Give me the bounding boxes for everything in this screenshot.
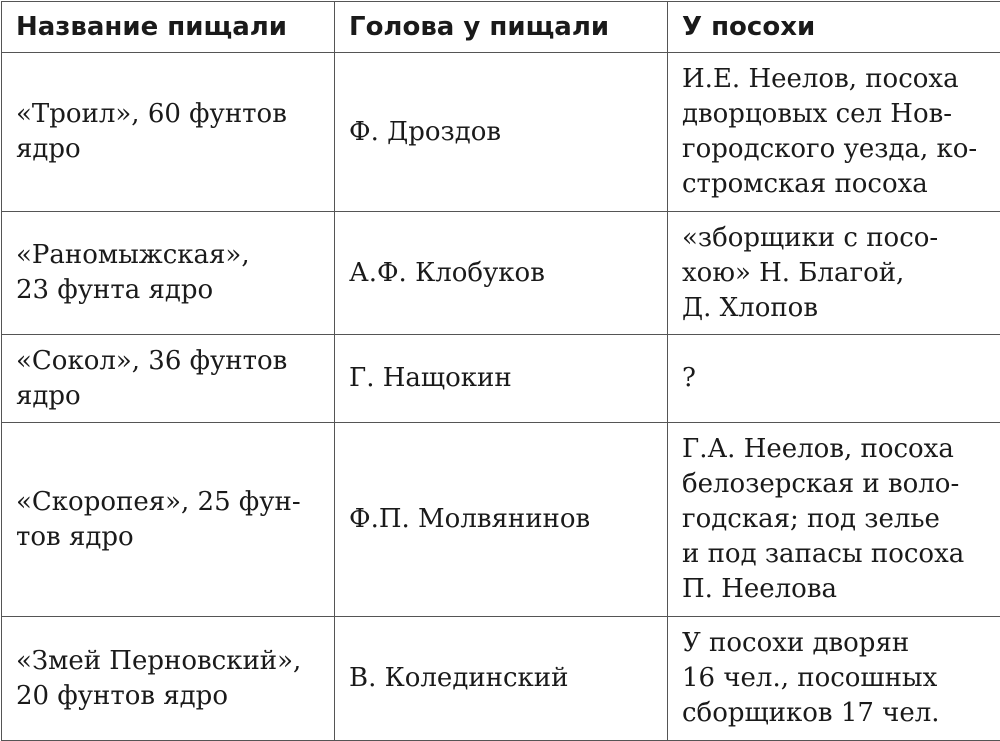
- cell-line: П. Неелова: [682, 572, 991, 607]
- cannons-table: [1, 1, 1000, 741]
- cell-line: «Скоропея», 25 фун-: [16, 485, 320, 520]
- cell-cannon-name: [2, 53, 335, 212]
- cell-line: ядро: [16, 132, 320, 167]
- cell-cannon-head: [335, 423, 668, 617]
- cell-line: У посохи дворян: [682, 626, 991, 661]
- cell-line: городского уезда, ко-: [682, 132, 991, 167]
- cell-cannon-head: [335, 212, 668, 335]
- cell-line: «Раномыжская»,: [16, 238, 320, 273]
- cell-line: «зборщики с посо-: [682, 221, 991, 256]
- cell-cannon-head: [335, 335, 668, 423]
- cell-posokha: [668, 53, 1000, 212]
- cell-line: Г.А. Неелов, посоха: [682, 432, 991, 467]
- cell-line: дворцовых сел Нов-: [682, 97, 991, 132]
- cell-posokha: [668, 212, 1000, 335]
- header-cannon-name: Название пищали: [2, 2, 335, 53]
- cell-line: 16 чел., посошных: [682, 661, 991, 696]
- cell-line: белозерская и воло-: [682, 467, 991, 502]
- cell-line: «Троил», 60 фунтов: [16, 97, 320, 132]
- cell-line: стромская посоха: [682, 167, 991, 202]
- cell-line: сборщиков 17 чел.: [682, 696, 991, 731]
- table-row: [2, 335, 1000, 423]
- cell-line: Д. Хлопов: [682, 291, 991, 326]
- cell-line: «Змей Перновский»,: [16, 644, 320, 679]
- cell-line: 20 фунтов ядро: [16, 679, 320, 714]
- header-posokha: У посохи: [668, 2, 1000, 53]
- cell-cannon-name: [2, 335, 335, 423]
- cell-cannon-head: [335, 53, 668, 212]
- cell-cannon-head: [335, 617, 668, 741]
- cell-line: годская; под зелье: [682, 502, 991, 537]
- cell-posokha: [668, 423, 1000, 617]
- table-row: [2, 423, 1000, 617]
- cell-line: А.Ф. Клобуков: [349, 256, 653, 291]
- cell-line: тов ядро: [16, 520, 320, 555]
- cell-line: хою» Н. Благой,: [682, 256, 991, 291]
- cell-line: И.Е. Неелов, посоха: [682, 62, 991, 97]
- cell-line: Ф. Дроздов: [349, 115, 653, 150]
- cell-line: «Сокол», 36 фунтов: [16, 344, 320, 379]
- cell-posokha: [668, 617, 1000, 741]
- cell-line: ядро: [16, 379, 320, 414]
- table-header-row: [2, 2, 1000, 53]
- cell-line: и под запасы посоха: [682, 537, 991, 572]
- header-cannon-head: Голова у пищали: [335, 2, 668, 53]
- cell-cannon-name: [2, 212, 335, 335]
- cell-line: Г. Нащокин: [349, 361, 653, 396]
- table-row: [2, 53, 1000, 212]
- cell-line: ?: [682, 361, 991, 396]
- cell-cannon-name: [2, 423, 335, 617]
- cell-line: В. Колединский: [349, 661, 653, 696]
- table-row: [2, 617, 1000, 741]
- cell-line: Ф.П. Молвянинов: [349, 502, 653, 537]
- cell-cannon-name: [2, 617, 335, 741]
- cell-line: 23 фунта ядро: [16, 273, 320, 308]
- table-row: [2, 212, 1000, 335]
- cell-posokha: [668, 335, 1000, 423]
